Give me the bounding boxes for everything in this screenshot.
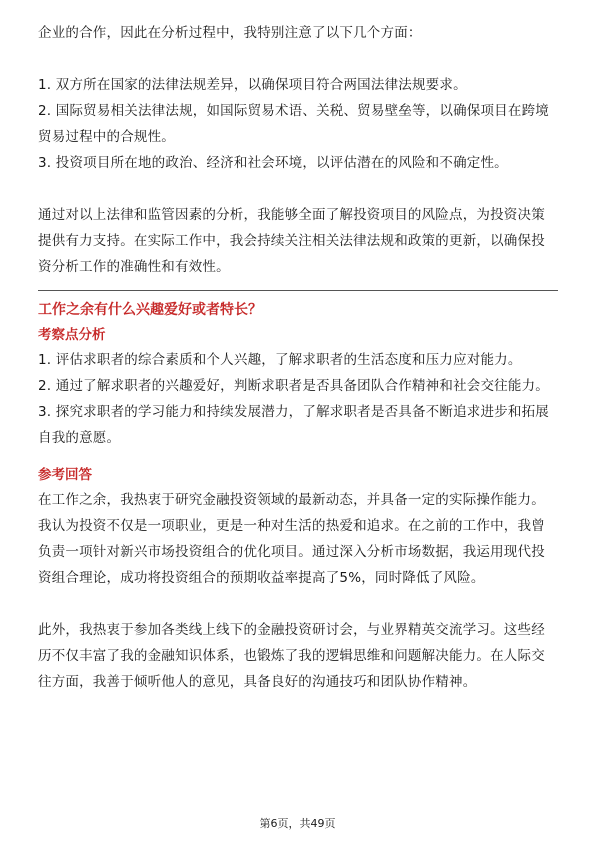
answer-paragraph: 此外，我热衷于参加各类线上线下的金融投资研讨会，与业界精英交流学习。这些经历不仅丰富了我的金融知识体系，也锻炼了我的逻辑思维和问题解决能力。在人际交往方面，我善于倾听他人的意见，具备良好的沟通技巧和团队协作精神。: [38, 622, 545, 690]
document-page: [38, 20, 558, 695]
analysis-heading: 考察点分析: [38, 327, 106, 343]
analysis-item: 1. 评估求职者的综合素质和个人兴趣，了解求职者的生活态度和压力应对能力。: [38, 352, 522, 368]
list-item: 3. 投资项目所在地的政治、经济和社会环境，以评估潜在的风险和不确定性。: [38, 155, 508, 171]
answer-heading: 参考回答: [38, 467, 92, 483]
spacer: [38, 591, 558, 617]
answer-paragraph: 在工作之余，我热衷于研究金融投资领域的最新动态，并具备一定的实际操作能力。我认为投资不仅是一项职业，更是一种对生活的热爱和追求。在之前的工作中，我曾负责一项针对新兴市场投资组合的优化项目。通过深入分析市场数据，我运用现代投资组合理论，成功将投资组合的预期收益率提高了5%，同时降低了风险。: [38, 492, 545, 586]
list-item: 2. 国际贸易相关法律法规，如国际贸易术语、关税、贸易壁垒等，以确保项目在跨境贸易过程中的合规性。: [38, 103, 549, 145]
list-item: 1. 双方所在国家的法律法规差异，以确保项目符合两国法律法规要求。: [38, 77, 467, 93]
section-divider: [38, 290, 558, 291]
page-number: 第6页，共49页: [259, 817, 336, 830]
question-heading: 工作之余有什么兴趣爱好或者特长？: [38, 302, 262, 318]
spacer: [38, 46, 558, 72]
conclusion-paragraph: 通过对以上法律和监管因素的分析，我能够全面了解投资项目的风险点，为投资决策提供有力支持。在实际工作中，我会持续关注相关法律法规和政策的更新，以确保投资分析工作的准确性和有效性。: [38, 207, 545, 275]
analysis-item: 3. 探究求职者的学习能力和持续发展潜力，了解求职者是否具备不断追求进步和拓展自我的意愿。: [38, 404, 549, 446]
analysis-item: 2. 通过了解求职者的兴趣爱好，判断求职者是否具备团队合作精神和社会交往能力。: [38, 378, 549, 394]
intro-line: 企业的合作，因此在分析过程中，我特别注意了以下几个方面：: [38, 25, 422, 41]
spacer: [38, 176, 558, 202]
spacer: [38, 451, 558, 463]
